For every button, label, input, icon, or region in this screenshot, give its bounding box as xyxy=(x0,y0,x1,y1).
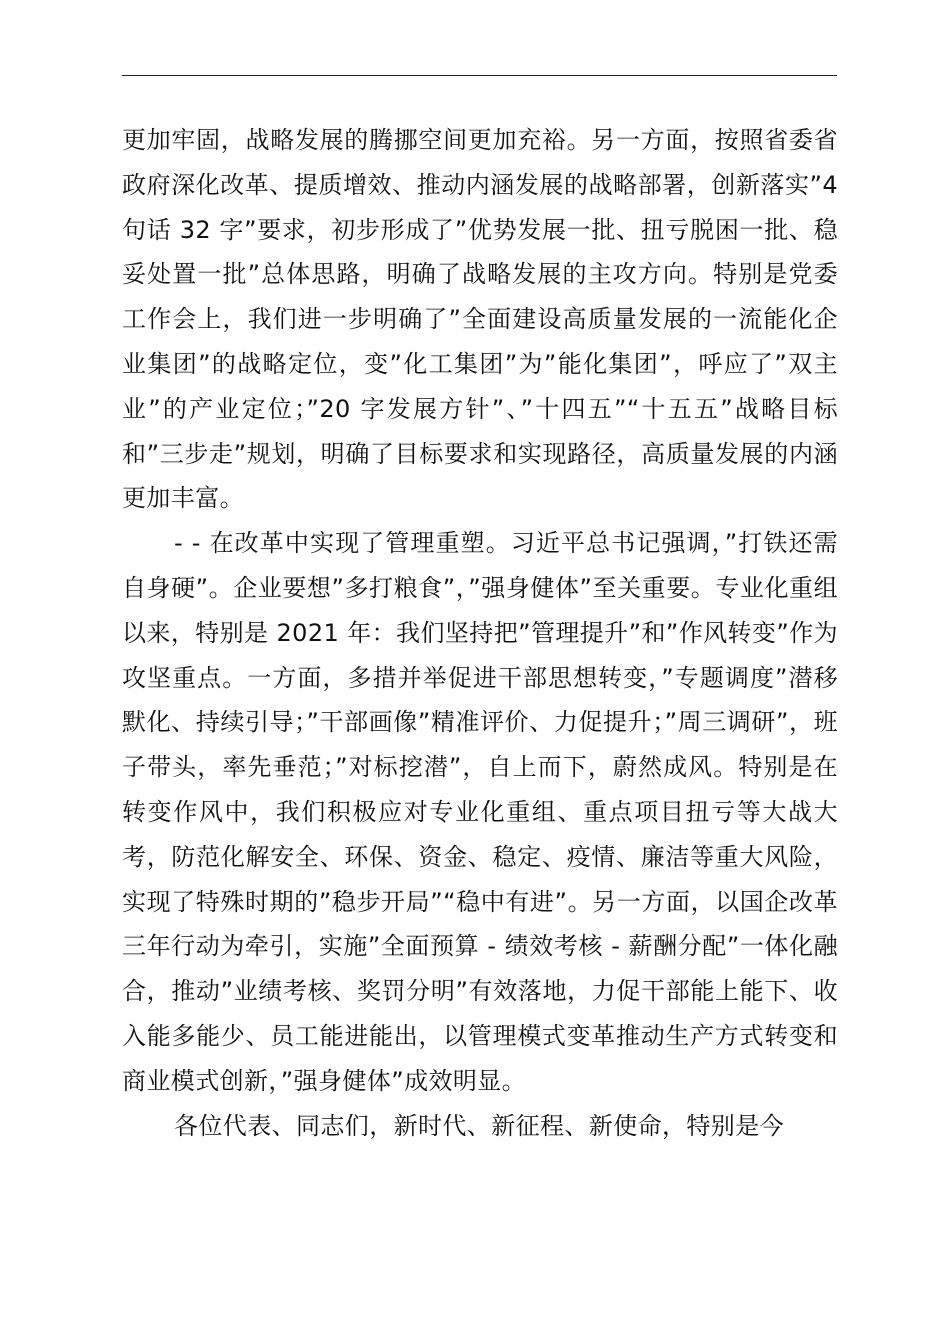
header-rule xyxy=(122,75,837,76)
paragraph-3: 各位代表、同志们，新时代、新征程、新使命，特别是今 xyxy=(174,1111,784,1140)
paragraph-2: - - 在改革中实现了管理重塑。习近平总书记强调，”打铁还需自身硬”。企业要想”多打粮食”，”强身健体”至关重要。专业化重组以来，特别是 2021 年：我们坚持把”管理提升”和”作风转变”作为攻坚重点。一方面，多措并举促进干部思想转变，”专题调度”潜移默化、持续引导；”干部画像”精准评价、力促提升；”周三调研”，班子带头，率先垂范；”对标挖潜”，自上而下，蔚然成风。特别是在转变作风中，我们积极应对专业化重组、重点项目扭亏等大战大考，防范化解安全、环保、资金、稳定、疫情、廉洁等重大风险，实现了特殊时期的”稳步开局”“稳中有进”。另一方面，以国企改革三年行动为牵引，实施”全面预算 - 绩效考核 - 薪酬分配”一体化融合，推动”业绩考核、奖罚分明”有效落地，力促干部能上能下、收入能多能少、员工能进能出，以管理模式变革推动生产方式转变和商业模式创新，”强身健体”成效明显。 xyxy=(122,529,838,1095)
paragraph-1: 更加牢固，战略发展的腾挪空间更加充裕。另一方面，按照省委省政府深化改革、提质增效、推动内涵发展的战略部署，创新落实”4 句话 32 字”要求，初步形成了”优势发展一批、扭亏脱困一批、稳妥处置一批”总体思路，明确了战略发展的主攻方向。特别是党委工作会上，我们进一步明确了”全面建设高质量发展的一流能化企业集团”的战略定位，变”化工集团”为”能化集团”，呼应了”双主业”的产业定位；”20 字发展方针”、”十四五”“十五五”战略目标和”三步走”规划，明确了目标要求和实现路径，高质量发展的内涵更加丰富。 xyxy=(122,126,838,513)
document-body xyxy=(122,118,838,1148)
